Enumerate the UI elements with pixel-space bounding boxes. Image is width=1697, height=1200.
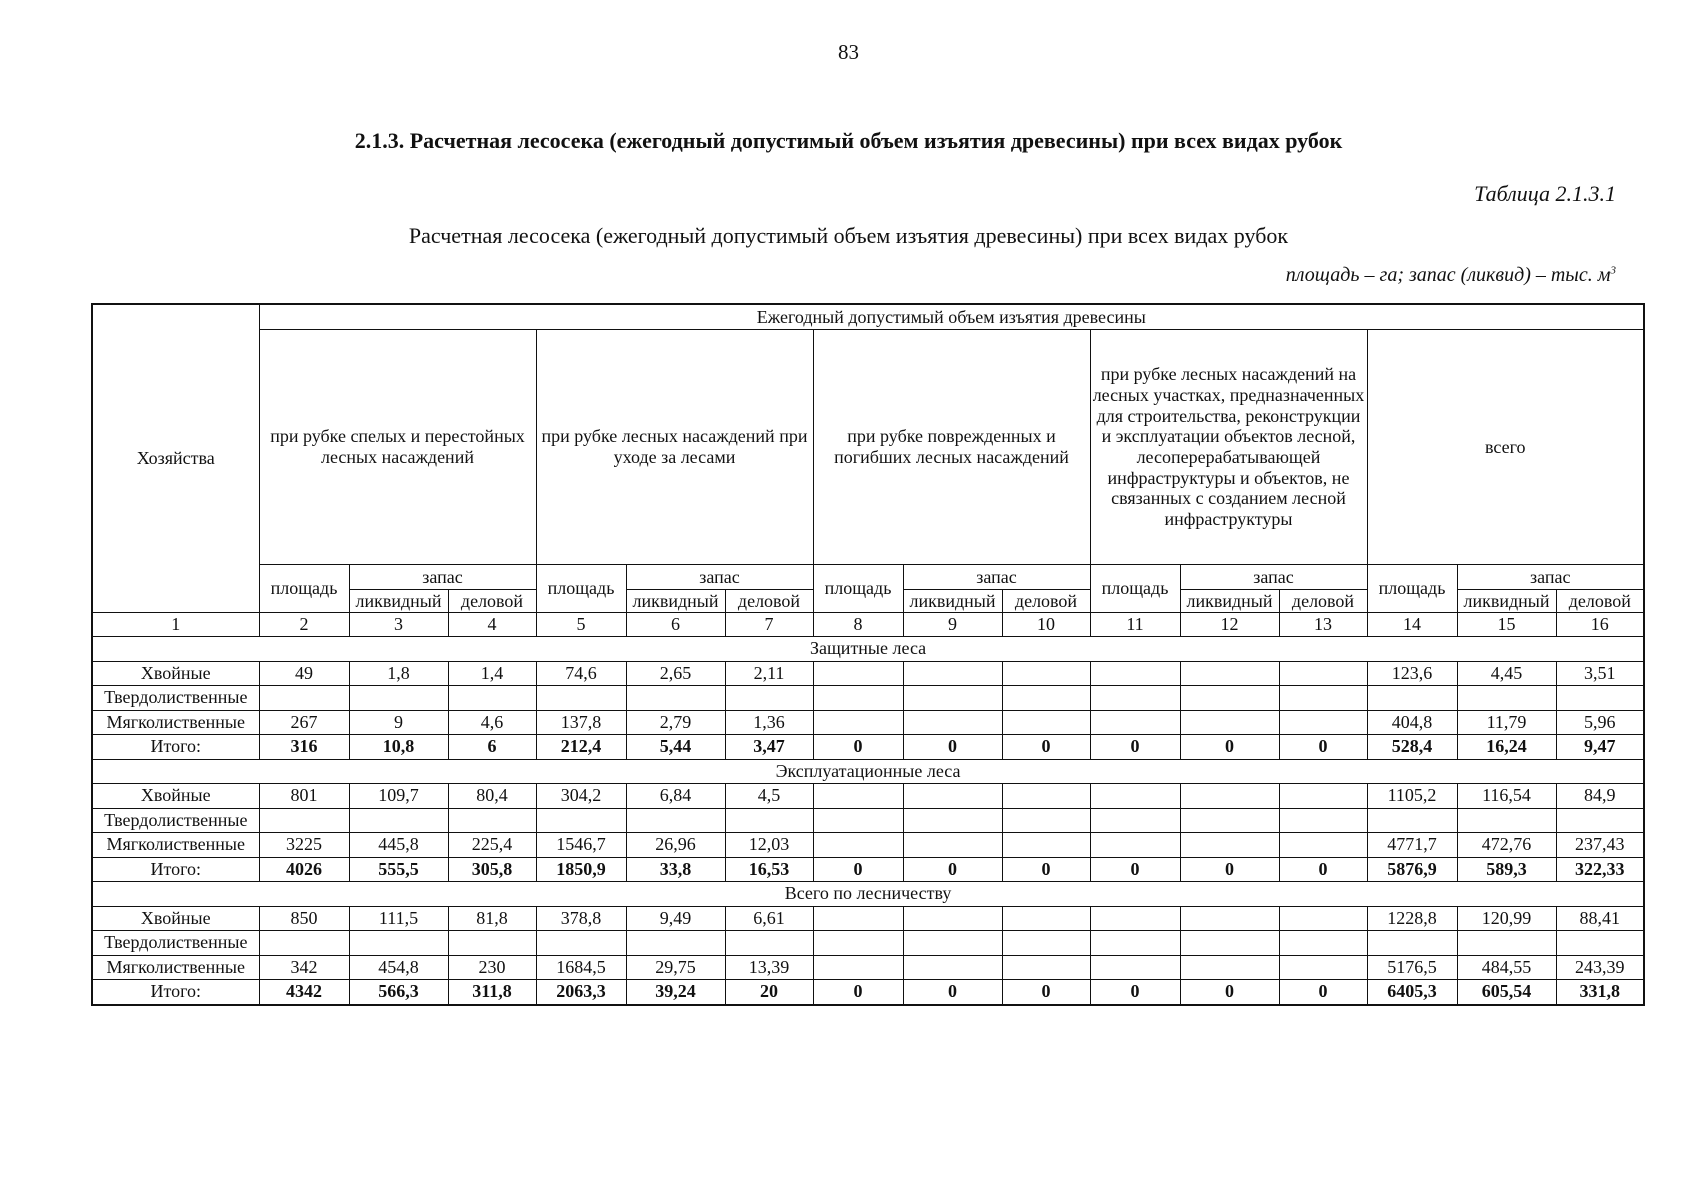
- table-cell: [1279, 955, 1367, 980]
- header-row-area-stock: [92, 565, 1644, 590]
- header-business: деловой: [448, 590, 536, 613]
- table-cell: [1279, 686, 1367, 711]
- table-cell: 1,36: [725, 710, 813, 735]
- table-cell: 29,75: [626, 955, 725, 980]
- table-cell: [1279, 784, 1367, 809]
- table-cell: 5176,5: [1367, 955, 1457, 980]
- table-cell: 123,6: [1367, 661, 1457, 686]
- units-note: [1286, 264, 1616, 287]
- table-row: [92, 931, 1644, 956]
- column-number: 9: [903, 613, 1002, 637]
- table-cell: [1279, 710, 1367, 735]
- table-cell: [1002, 784, 1090, 809]
- table-cell: 237,43: [1556, 833, 1644, 858]
- table-cell: 243,39: [1556, 955, 1644, 980]
- table-cell: 1684,5: [536, 955, 626, 980]
- table-cell: 4026: [259, 857, 349, 882]
- table-body: [92, 304, 1644, 1005]
- table-cell: 9,47: [1556, 735, 1644, 760]
- table-cell: 4342: [259, 980, 349, 1005]
- table-cell: 2063,3: [536, 980, 626, 1005]
- header-group-total: всего: [1367, 330, 1644, 565]
- row-label: Итого:: [92, 735, 259, 760]
- table-cell: 589,3: [1457, 857, 1556, 882]
- table-cell: 378,8: [536, 906, 626, 931]
- table-cell: 0: [1002, 735, 1090, 760]
- table-cell: 11,79: [1457, 710, 1556, 735]
- table-cell: [1090, 931, 1180, 956]
- table-total-row: [92, 735, 1644, 760]
- table-cell: 6,84: [626, 784, 725, 809]
- header-farms: Хозяйства: [92, 304, 259, 613]
- table-cell: 0: [903, 857, 1002, 882]
- table-cell: 137,8: [536, 710, 626, 735]
- table-cell: [1279, 661, 1367, 686]
- header-liquid: ликвидный: [903, 590, 1002, 613]
- table-cell: [813, 931, 903, 956]
- table-cell: [1090, 784, 1180, 809]
- table-cell: 0: [813, 735, 903, 760]
- table-cell: [349, 808, 448, 833]
- table-row: [92, 808, 1644, 833]
- table-cell: [1180, 906, 1279, 931]
- table-cell: 472,76: [1457, 833, 1556, 858]
- table-cell: [813, 833, 903, 858]
- table-total-row: [92, 980, 1644, 1005]
- table-cell: [725, 808, 813, 833]
- table-cell: 39,24: [626, 980, 725, 1005]
- table-cell: 225,4: [448, 833, 536, 858]
- table-cell: [1279, 808, 1367, 833]
- header-liquid: ликвидный: [626, 590, 725, 613]
- table-cell: [1002, 955, 1090, 980]
- table-cell: [1090, 710, 1180, 735]
- table-cell: [903, 931, 1002, 956]
- table-cell: [903, 710, 1002, 735]
- table-cell: [1090, 686, 1180, 711]
- section-row: [92, 759, 1644, 784]
- table-cell: 484,55: [1457, 955, 1556, 980]
- table-cell: [1180, 661, 1279, 686]
- table-cell: 331,8: [1556, 980, 1644, 1005]
- section-title: Эксплуатационные леса: [92, 759, 1644, 784]
- table-cell: [1090, 955, 1180, 980]
- table-cell: [1180, 955, 1279, 980]
- table-cell: 212,4: [536, 735, 626, 760]
- header-area: площадь: [536, 565, 626, 613]
- table-title: Расчетная лесосека (ежегодный допустимый объем изъятия древесины) при всех видах рубок: [408, 223, 1289, 248]
- table-cell: 0: [1002, 857, 1090, 882]
- table-cell: [1457, 686, 1556, 711]
- table-cell: 0: [1180, 980, 1279, 1005]
- table-cell: [1180, 784, 1279, 809]
- header-stock: запас: [626, 565, 813, 590]
- table-cell: 801: [259, 784, 349, 809]
- table-cell: 9: [349, 710, 448, 735]
- header-stock: запас: [903, 565, 1090, 590]
- table-cell: 342: [259, 955, 349, 980]
- header-area: площадь: [1367, 565, 1457, 613]
- units-note-text: площадь – га; запас (ликвид) – тыс. м: [1285, 264, 1611, 286]
- table-cell: [903, 686, 1002, 711]
- table-cell: [1457, 808, 1556, 833]
- table-cell: 267: [259, 710, 349, 735]
- column-number: 4: [448, 613, 536, 637]
- table-cell: 304,2: [536, 784, 626, 809]
- table-cell: 33,8: [626, 857, 725, 882]
- table-cell: [1556, 931, 1644, 956]
- section-row: [92, 882, 1644, 907]
- table-cell: 109,7: [349, 784, 448, 809]
- header-business: деловой: [1279, 590, 1367, 613]
- table-cell: [626, 808, 725, 833]
- table-cell: [813, 710, 903, 735]
- header-group-care-felling: при рубке лесных насаждений при уходе за лесами: [536, 330, 813, 565]
- column-number: 15: [1457, 613, 1556, 637]
- header-stock: запас: [1180, 565, 1367, 590]
- table-cell: [1367, 686, 1457, 711]
- table-cell: 566,3: [349, 980, 448, 1005]
- table-cell: [1090, 906, 1180, 931]
- table-cell: 1105,2: [1367, 784, 1457, 809]
- table-cell: 0: [1090, 980, 1180, 1005]
- column-number: 16: [1556, 613, 1644, 637]
- table-cell: [813, 686, 903, 711]
- table-cell: 6405,3: [1367, 980, 1457, 1005]
- table-cell: [626, 931, 725, 956]
- table-label: Таблица 2.1.3.1: [1474, 181, 1616, 206]
- table-cell: 84,9: [1556, 784, 1644, 809]
- table-cell: [813, 661, 903, 686]
- column-number: 7: [725, 613, 813, 637]
- table-cell: 4,45: [1457, 661, 1556, 686]
- table-row: [92, 661, 1644, 686]
- table-cell: [1279, 833, 1367, 858]
- table-cell: 0: [813, 980, 903, 1005]
- column-number: 10: [1002, 613, 1090, 637]
- header-row-top: [92, 304, 1644, 330]
- table-cell: 12,03: [725, 833, 813, 858]
- table-cell: 0: [1180, 857, 1279, 882]
- table-cell: 3,51: [1556, 661, 1644, 686]
- column-number: 1: [92, 613, 259, 637]
- table-cell: 3,47: [725, 735, 813, 760]
- table-cell: [1556, 808, 1644, 833]
- table-cell: [1090, 833, 1180, 858]
- table-cell: [448, 931, 536, 956]
- table-cell: 81,8: [448, 906, 536, 931]
- table-cell: [349, 931, 448, 956]
- table-cell: [1002, 931, 1090, 956]
- header-area: площадь: [813, 565, 903, 613]
- table-cell: [259, 686, 349, 711]
- header-liquid: ликвидный: [1457, 590, 1556, 613]
- table-cell: 5876,9: [1367, 857, 1457, 882]
- column-number: 3: [349, 613, 448, 637]
- table-cell: 0: [1002, 980, 1090, 1005]
- table-cell: [349, 686, 448, 711]
- table-row: [92, 686, 1644, 711]
- header-business: деловой: [725, 590, 813, 613]
- table-cell: [725, 686, 813, 711]
- header-business: деловой: [1002, 590, 1090, 613]
- row-label: Твердолиственные: [92, 808, 259, 833]
- table-cell: 10,8: [349, 735, 448, 760]
- table-cell: [1002, 833, 1090, 858]
- row-label: Мягколиственные: [92, 955, 259, 980]
- table-cell: 4771,7: [1367, 833, 1457, 858]
- table-cell: [1090, 808, 1180, 833]
- table-cell: 316: [259, 735, 349, 760]
- table-cell: 305,8: [448, 857, 536, 882]
- table-cell: 6,61: [725, 906, 813, 931]
- table-cell: 445,8: [349, 833, 448, 858]
- header-group-mature-felling: при рубке спелых и перестойных лесных насаждений: [259, 330, 536, 565]
- header-business: деловой: [1556, 590, 1644, 613]
- table-cell: [536, 686, 626, 711]
- page-number: 83: [838, 40, 859, 64]
- table-cell: [903, 833, 1002, 858]
- header-stock: запас: [1457, 565, 1644, 590]
- table-cell: 605,54: [1457, 980, 1556, 1005]
- table-cell: [1002, 808, 1090, 833]
- row-label: Твердолиственные: [92, 931, 259, 956]
- allowable-cut-table: [91, 303, 1645, 1006]
- table-cell: 404,8: [1367, 710, 1457, 735]
- table-cell: 5,44: [626, 735, 725, 760]
- table-cell: [1002, 710, 1090, 735]
- table-cell: 555,5: [349, 857, 448, 882]
- table-cell: 6: [448, 735, 536, 760]
- header-group-infrastructure-felling: при рубке лесных насаждений на лесных участках, предназначенных для строительства, реконструкции и эксплуатации объектов лесной, лесоперерабатывающей инфраструктуры и объектов, не связанных с созданием лесной инфраструктуры: [1090, 330, 1367, 565]
- table-cell: [725, 931, 813, 956]
- column-number-row: [92, 613, 1644, 637]
- table-cell: 2,11: [725, 661, 813, 686]
- table-cell: 20: [725, 980, 813, 1005]
- table-row: [92, 955, 1644, 980]
- table-cell: 16,53: [725, 857, 813, 882]
- table-cell: [1180, 833, 1279, 858]
- table-row: [92, 906, 1644, 931]
- table-cell: [813, 955, 903, 980]
- section-title: Защитные леса: [92, 637, 1644, 662]
- table-row: [92, 833, 1644, 858]
- row-label: Мягколиственные: [92, 833, 259, 858]
- table-cell: [259, 808, 349, 833]
- table-cell: 1546,7: [536, 833, 626, 858]
- table-cell: 0: [1090, 735, 1180, 760]
- table-cell: 0: [1180, 735, 1279, 760]
- row-label: Итого:: [92, 857, 259, 882]
- table-cell: [1367, 931, 1457, 956]
- table-cell: [903, 784, 1002, 809]
- table-cell: [903, 808, 1002, 833]
- table-cell: 1850,9: [536, 857, 626, 882]
- table-cell: 0: [903, 735, 1002, 760]
- table-cell: 5,96: [1556, 710, 1644, 735]
- table-total-row: [92, 857, 1644, 882]
- table-cell: [1180, 808, 1279, 833]
- column-number: 2: [259, 613, 349, 637]
- header-area: площадь: [259, 565, 349, 613]
- header-area: площадь: [1090, 565, 1180, 613]
- table-cell: 88,41: [1556, 906, 1644, 931]
- table-cell: 3225: [259, 833, 349, 858]
- table-cell: 1,4: [448, 661, 536, 686]
- table-cell: 13,39: [725, 955, 813, 980]
- row-label: Хвойные: [92, 661, 259, 686]
- row-label: Итого:: [92, 980, 259, 1005]
- table-cell: 116,54: [1457, 784, 1556, 809]
- table-cell: 74,6: [536, 661, 626, 686]
- column-number: 14: [1367, 613, 1457, 637]
- table-cell: [448, 686, 536, 711]
- table-cell: 230: [448, 955, 536, 980]
- table-cell: [1090, 661, 1180, 686]
- table-cell: 80,4: [448, 784, 536, 809]
- table-cell: [1367, 808, 1457, 833]
- table-cell: 4,6: [448, 710, 536, 735]
- table-cell: 454,8: [349, 955, 448, 980]
- table-cell: 1,8: [349, 661, 448, 686]
- table-cell: [1279, 931, 1367, 956]
- header-annual-volume: Ежегодный допустимый объем изъятия древесины: [259, 304, 1644, 330]
- table-cell: [1279, 906, 1367, 931]
- table-cell: 2,79: [626, 710, 725, 735]
- header-liquid: ликвидный: [349, 590, 448, 613]
- table-cell: 49: [259, 661, 349, 686]
- table-cell: 0: [1279, 735, 1367, 760]
- table-cell: 26,96: [626, 833, 725, 858]
- table-cell: [1002, 686, 1090, 711]
- units-note-superscript: 3: [1610, 264, 1616, 277]
- column-number: 8: [813, 613, 903, 637]
- table-cell: 120,99: [1457, 906, 1556, 931]
- table-cell: 0: [903, 980, 1002, 1005]
- table-cell: 0: [1279, 857, 1367, 882]
- table-cell: [1556, 686, 1644, 711]
- table-cell: 311,8: [448, 980, 536, 1005]
- table-cell: [536, 931, 626, 956]
- table-cell: [1180, 710, 1279, 735]
- column-number: 13: [1279, 613, 1367, 637]
- column-number: 12: [1180, 613, 1279, 637]
- table-cell: 0: [1090, 857, 1180, 882]
- table-cell: [903, 906, 1002, 931]
- row-label: Твердолиственные: [92, 686, 259, 711]
- header-group-damaged-felling: при рубке поврежденных и погибших лесных насаждений: [813, 330, 1090, 565]
- table-row: [92, 710, 1644, 735]
- table-cell: [1180, 931, 1279, 956]
- table-cell: 111,5: [349, 906, 448, 931]
- header-liquid: ликвидный: [1180, 590, 1279, 613]
- table-cell: [813, 784, 903, 809]
- table-row: [92, 784, 1644, 809]
- table-cell: [1002, 661, 1090, 686]
- table-cell: 528,4: [1367, 735, 1457, 760]
- table-cell: 322,33: [1556, 857, 1644, 882]
- column-number: 5: [536, 613, 626, 637]
- table-cell: [1180, 686, 1279, 711]
- table-cell: [1457, 931, 1556, 956]
- table-cell: 0: [1279, 980, 1367, 1005]
- table-cell: 0: [813, 857, 903, 882]
- row-label: Хвойные: [92, 784, 259, 809]
- table-cell: [903, 955, 1002, 980]
- column-number: 11: [1090, 613, 1180, 637]
- table-cell: [813, 808, 903, 833]
- table-cell: [903, 661, 1002, 686]
- table-cell: [259, 931, 349, 956]
- row-label: Хвойные: [92, 906, 259, 931]
- section-row: [92, 637, 1644, 662]
- table-cell: [448, 808, 536, 833]
- table-cell: [536, 808, 626, 833]
- header-stock: запас: [349, 565, 536, 590]
- table-cell: [626, 686, 725, 711]
- section-heading: 2.1.3. Расчетная лесосека (ежегодный допустимый объем изъятия древесины) при всех видах рубок: [354, 128, 1343, 153]
- section-title: Всего по лесничеству: [92, 882, 1644, 907]
- column-number: 6: [626, 613, 725, 637]
- table-cell: 1228,8: [1367, 906, 1457, 931]
- table-cell: 850: [259, 906, 349, 931]
- table-cell: 2,65: [626, 661, 725, 686]
- row-label: Мягколиственные: [92, 710, 259, 735]
- table-cell: [1002, 906, 1090, 931]
- table-cell: 9,49: [626, 906, 725, 931]
- table-cell: [813, 906, 903, 931]
- header-row-groups: [92, 330, 1644, 565]
- table-cell: 16,24: [1457, 735, 1556, 760]
- table-cell: 4,5: [725, 784, 813, 809]
